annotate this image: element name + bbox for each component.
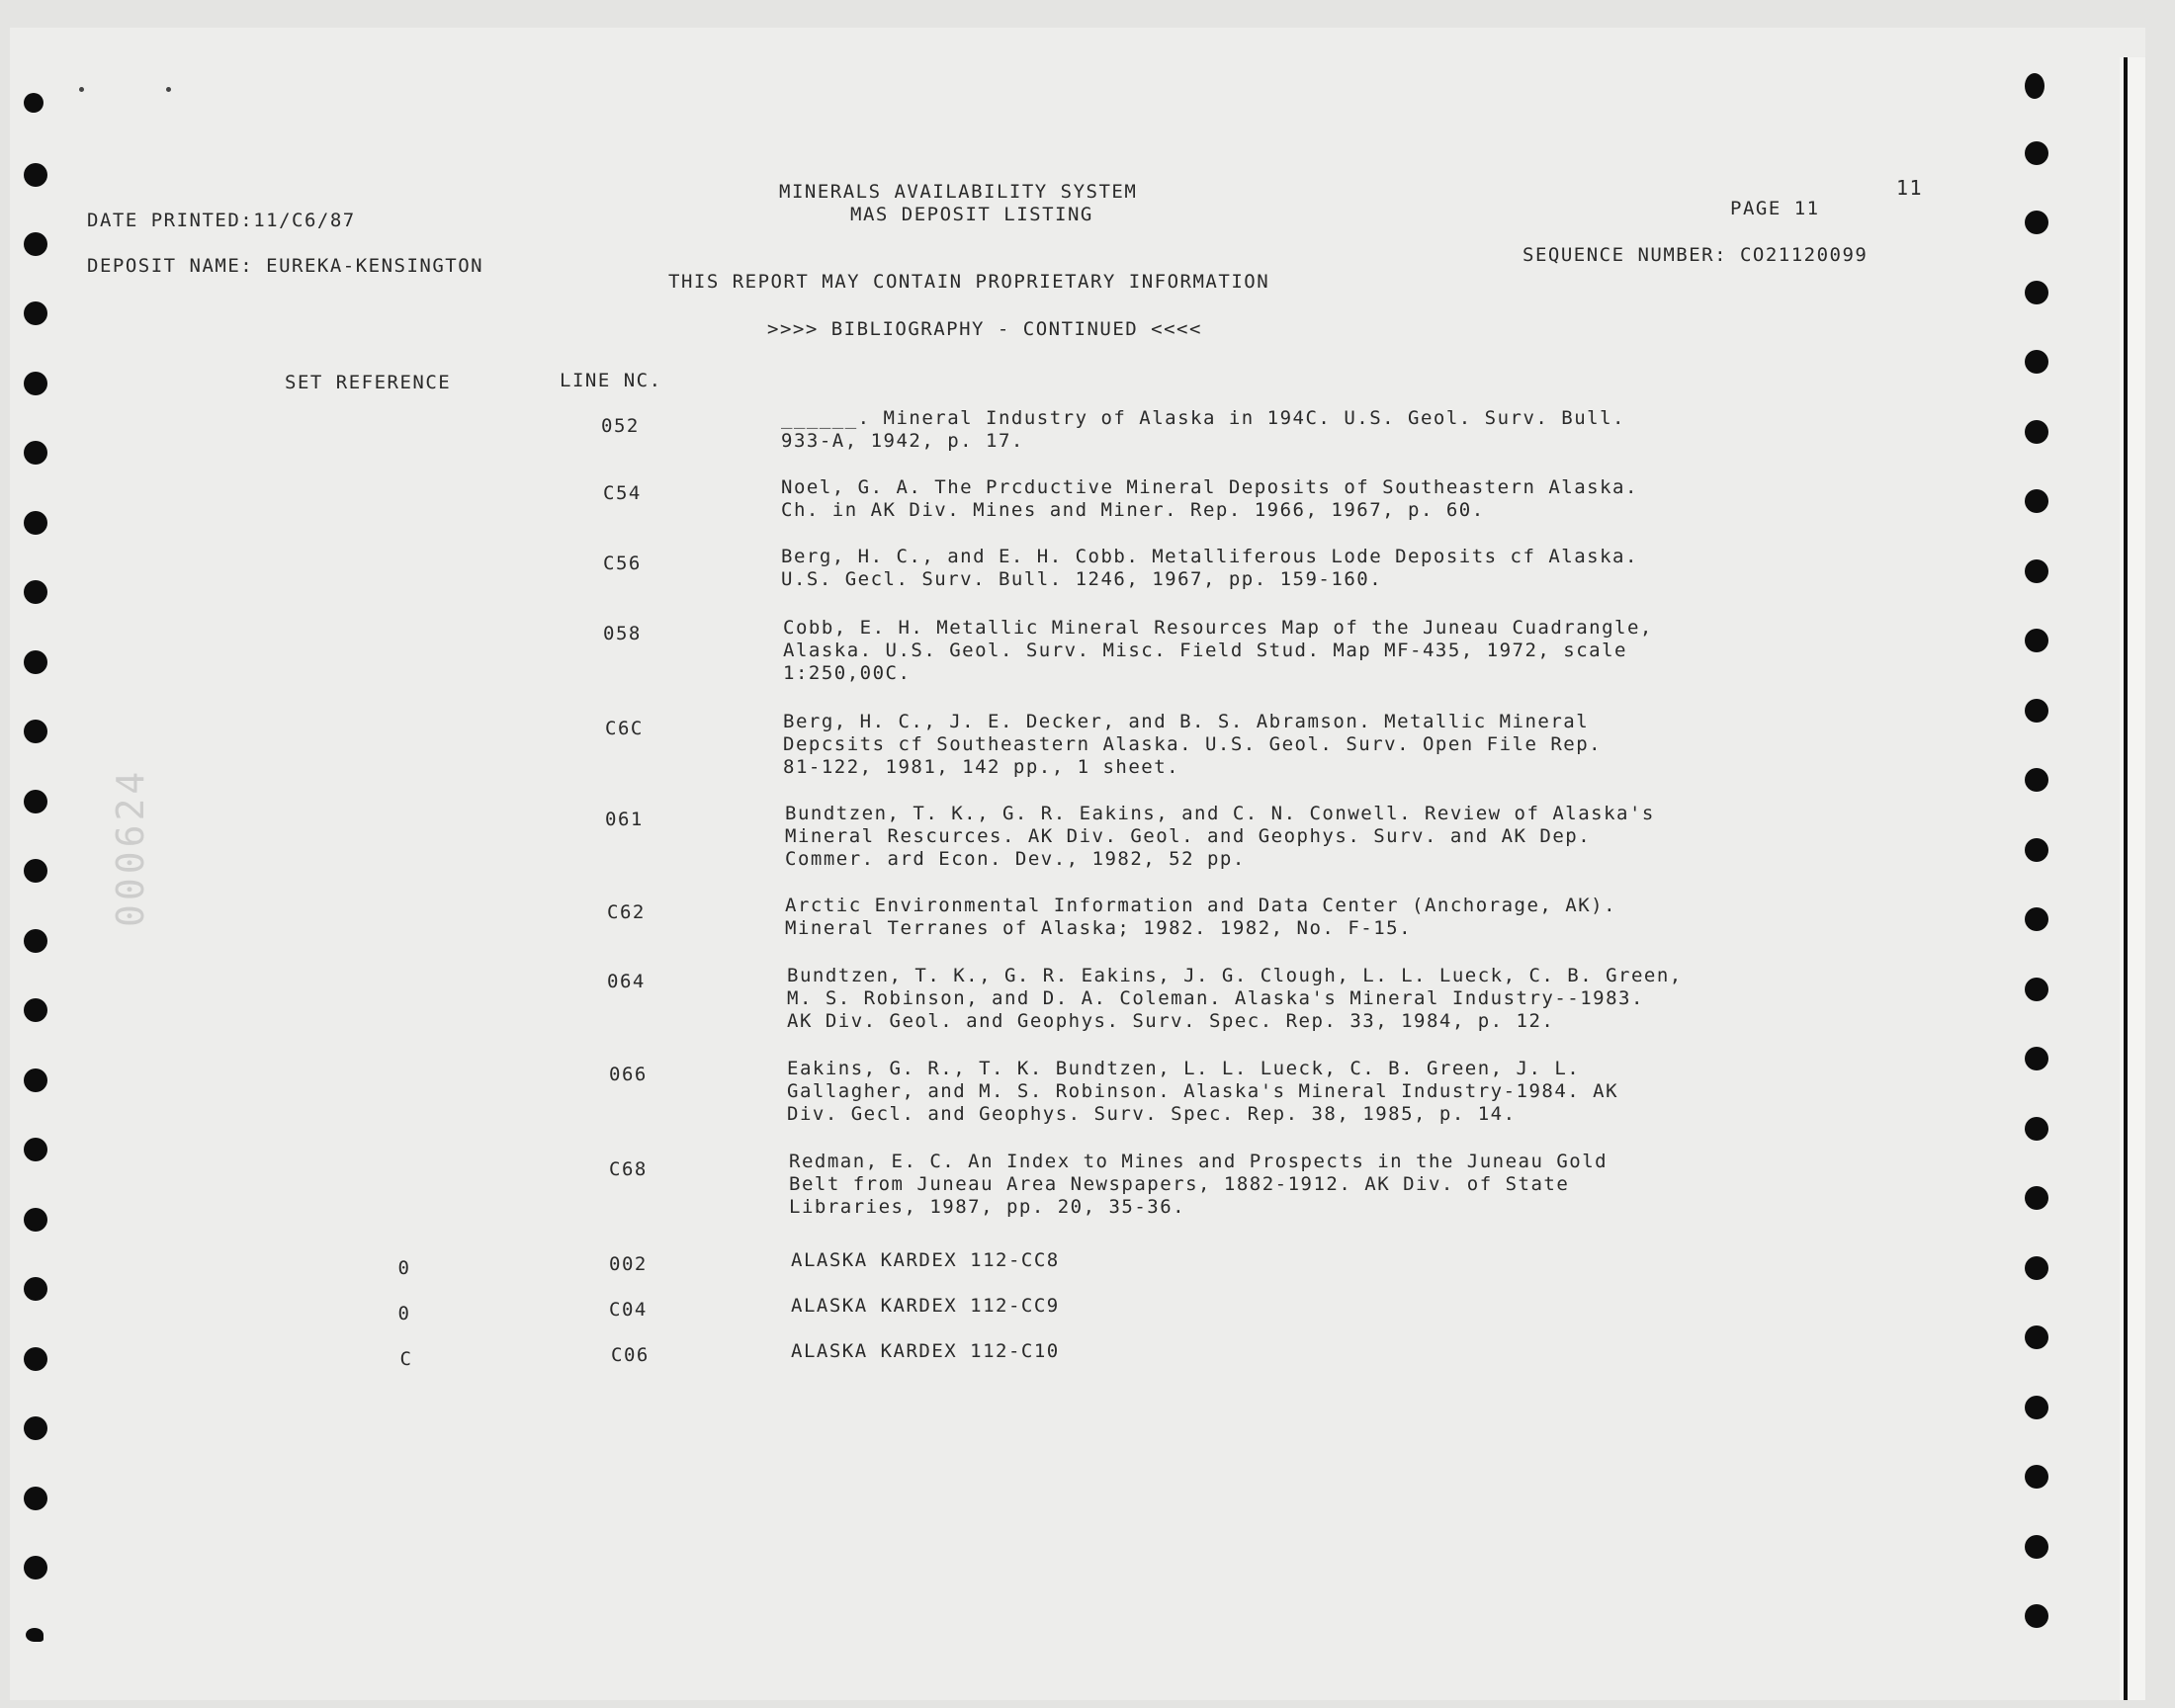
printout-page [10,28,2145,1700]
feed-hole [2025,1465,2048,1489]
feed-hole [2025,1047,2048,1070]
citation-line: 81-122, 1981, 142 pp., 1 sheet. [783,756,1180,778]
feed-hole [24,790,47,813]
feed-hole [24,1277,47,1301]
citation-line: Div. Gecl. and Geophys. Surv. Spec. Rep. 38, 1985, p. 14. [787,1103,1517,1125]
feed-hole [2025,838,2048,862]
deposit-name: DEPOSIT NAME: EUREKA-KENSINGTON [87,255,484,277]
citation-line: Eakins, G. R., T. K. Bundtzen, L. L. Lueck, C. B. Green, J. L. [787,1058,1581,1079]
feed-hole [24,720,47,743]
set-reference: 0 [397,1257,411,1279]
page-handwritten: 11 [1896,176,1924,200]
line-number: C6C [605,718,644,739]
feed-hole [2025,489,2048,513]
feed-hole [24,1208,47,1232]
citation-line: Commer. ard Econ. Dev., 1982, 52 pp. [785,848,1246,870]
feed-hole [2025,350,2048,374]
citation-line: Arctic Environmental Information and Data Center (Anchorage, AK). [785,895,1617,916]
date-printed: DATE PRINTED:11/C6/87 [87,210,356,231]
citation-line: Cobb, E. H. Metallic Mineral Resources Map of the Juneau Cuadrangle, [783,617,1653,639]
line-number: C68 [609,1158,648,1180]
feed-hole [24,301,47,325]
feed-hole [24,232,47,256]
system-title: MINERALS AVAILABILITY SYSTEM [779,181,1138,203]
citation-line: U.S. Gecl. Surv. Bull. 1246, 1967, pp. 159-160. [781,568,1383,590]
line-number: C06 [611,1344,650,1366]
column-header-line-no: LINE NC. [560,370,662,391]
feed-hole [24,372,47,395]
feed-hole [24,93,44,113]
feed-hole [24,1068,47,1092]
feed-hole [2025,559,2048,583]
citation-line: ALASKA KARDEX 112-CC8 [791,1249,1060,1271]
feed-hole [24,1347,47,1371]
line-number: 058 [603,623,642,644]
set-reference: 0 [397,1303,411,1324]
feed-hole [2025,420,2048,444]
print-speck [79,87,84,92]
column-header-set-reference: SET REFERENCE [285,372,452,393]
line-number: 061 [605,809,644,830]
line-number: 064 [607,971,646,992]
proprietary-notice: THIS REPORT MAY CONTAIN PROPRIETARY INFORMATION [668,271,1270,293]
margin-stamp: 000624 [109,767,152,927]
feed-hole [24,929,47,953]
line-number: C56 [603,553,642,574]
feed-hole [24,163,47,187]
feed-hole [2025,768,2048,792]
citation-line: 933-A, 1942, p. 17. [781,430,1024,452]
feed-hole [24,650,47,674]
citation-line: Ch. in AK Div. Mines and Miner. Rep. 1966, 1967, p. 60. [781,499,1485,521]
feed-hole [24,511,47,535]
citation-line: Bundtzen, T. K., G. R. Eakins, J. G. Clough, L. L. Lueck, C. B. Green, [787,965,1683,986]
citation-line: Berg, H. C., and E. H. Cobb. Metalliferous Lode Deposits cf Alaska. [781,546,1638,567]
feed-hole [2025,1535,2048,1559]
line-number: 052 [601,415,640,437]
page-label: PAGE 11 [1730,198,1820,219]
citation-line: ALASKA KARDEX 112-C10 [791,1340,1060,1362]
citation-line: Noel, G. A. The Prcductive Mineral Deposits of Southeastern Alaska. [781,476,1638,498]
line-number: C62 [607,901,646,923]
page-edge [2124,57,2128,1700]
feed-hole [24,441,47,465]
feed-hole [24,1416,47,1440]
line-number: C04 [609,1299,648,1321]
feed-hole [2025,1186,2048,1210]
citation-line: Alaska. U.S. Geol. Surv. Misc. Field Stud. Map MF-435, 1972, scale [783,640,1627,661]
feed-hole [26,1628,44,1642]
feed-hole [24,1556,47,1580]
citation-line: Mineral Rescurces. AK Div. Geol. and Geophys. Surv. and AK Dep. [785,825,1592,847]
feed-hole [24,580,47,604]
citation-line: Depcsits cf Southeastern Alaska. U.S. Geol. Surv. Open File Rep. [783,733,1603,755]
line-number: C54 [603,482,642,504]
feed-hole [2025,1396,2048,1419]
set-reference: C [399,1348,413,1370]
feed-hole [2025,281,2048,304]
citation-line: AK Div. Geol. and Geophys. Surv. Spec. Rep. 33, 1984, p. 12. [787,1010,1555,1032]
feed-hole [24,859,47,883]
section-title: >>>> BIBLIOGRAPHY - CONTINUED <<<< [767,318,1202,340]
citation-line: Redman, E. C. An Index to Mines and Prospects in the Juneau Gold [789,1151,1609,1172]
feed-hole [24,1487,47,1510]
listing-title: MAS DEPOSIT LISTING [850,204,1093,225]
feed-hole [24,998,47,1022]
citation-line: M. S. Robinson, and D. A. Coleman. Alaska's Mineral Industry--1983. [787,987,1644,1009]
feed-hole [2025,211,2048,234]
citation-line: Berg, H. C., J. E. Decker, and B. S. Abramson. Metallic Mineral [783,711,1590,732]
citation-line: Bundtzen, T. K., G. R. Eakins, and C. N. Conwell. Review of Alaska's [785,803,1655,824]
print-speck [166,87,171,92]
feed-hole [2025,73,2044,99]
feed-hole [2025,1325,2048,1349]
citation-line: Belt from Juneau Area Newspapers, 1882-1912. AK Div. of State [789,1173,1570,1195]
line-number: 002 [609,1253,648,1275]
feed-hole [2025,978,2048,1001]
citation-line: Mineral Terranes of Alaska; 1982. 1982, No. F-15. [785,917,1413,939]
citation-line: 1:250,00C. [783,662,912,684]
line-number: 066 [609,1064,648,1085]
feed-hole [2025,141,2048,165]
citation-line: ______. Mineral Industry of Alaska in 194C. U.S. Geol. Surv. Bull. [781,407,1625,429]
feed-hole [2025,1117,2048,1141]
feed-hole [2025,1604,2048,1628]
sequence-number: SEQUENCE NUMBER: CO21120099 [1522,244,1869,266]
citation-line: Libraries, 1987, pp. 20, 35-36. [789,1196,1186,1218]
citation-line: Gallagher, and M. S. Robinson. Alaska's Mineral Industry-1984. AK [787,1080,1619,1102]
feed-hole [2025,629,2048,652]
feed-hole [24,1138,47,1161]
feed-hole [2025,699,2048,723]
feed-hole [2025,1256,2048,1280]
citation-line: ALASKA KARDEX 112-CC9 [791,1295,1060,1317]
feed-hole [2025,907,2048,931]
